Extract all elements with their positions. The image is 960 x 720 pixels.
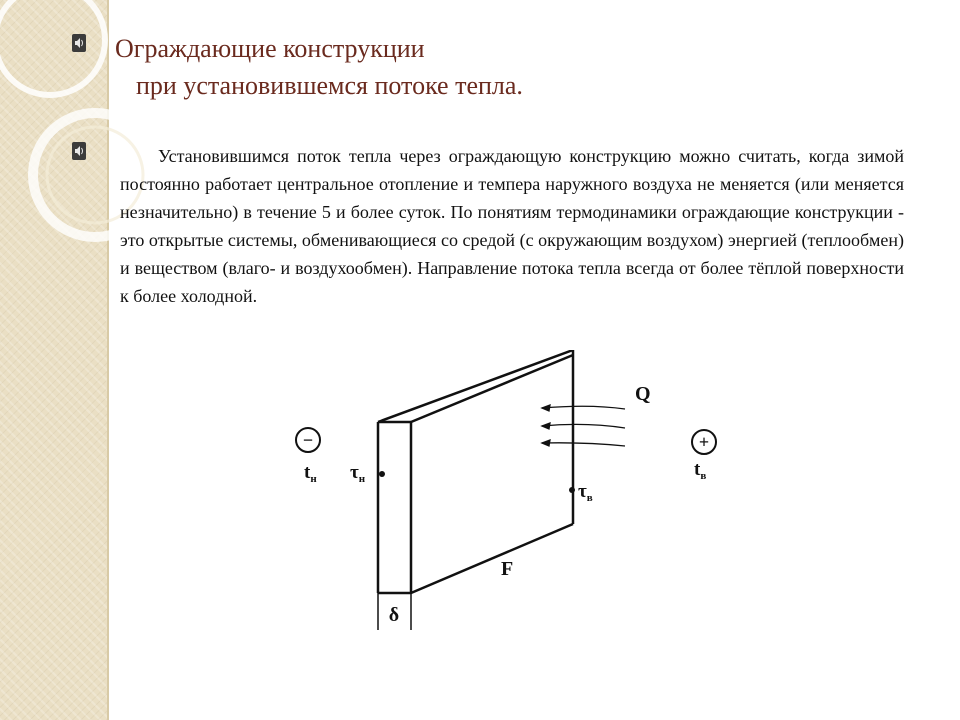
label-t-inner: $t_в$ — [694, 459, 707, 482]
title-line-2: при установившемся потоке тепла. — [136, 71, 523, 100]
label-tau-inner: $\tau_в$ — [578, 481, 593, 504]
label-q: Q — [635, 383, 651, 405]
label-f: F — [501, 558, 514, 580]
plus-sign: + — [698, 432, 710, 452]
minus-sign: − — [302, 430, 314, 450]
label-t-outer: $t_н$ — [304, 462, 317, 485]
wall-heat-flow-diagram — [280, 350, 740, 635]
diagram-background — [280, 350, 740, 635]
label-delta: δ — [388, 604, 400, 626]
slide-title — [115, 30, 523, 104]
label-tau-outer: $\tau_н$ — [350, 462, 366, 485]
speaker-bullet-icon — [72, 34, 86, 52]
speaker-bullet-icon — [72, 142, 86, 160]
body-paragraph: Установившимся поток тепла через ограждающую конструкцию можно считать, когда зимой постоянно работает центральное отопление и темпера наружного воздуха не меняется (или меняется незначительно) в течение 5 и более суток. По понятиям термодинамики ограждающие конструкции - это открытые системы, обменивающиеся со средой (с окружающим воздухом) энергией (теплообмен) и веществом (влаго- и воздухообмен). Направление потока тепла всегда от более тёплой поверхности к более холодной. — [120, 146, 904, 306]
inner-surface-point — [569, 487, 575, 493]
title-line-1: Ограждающие конструкции — [115, 34, 425, 63]
outer-surface-point — [379, 471, 385, 477]
